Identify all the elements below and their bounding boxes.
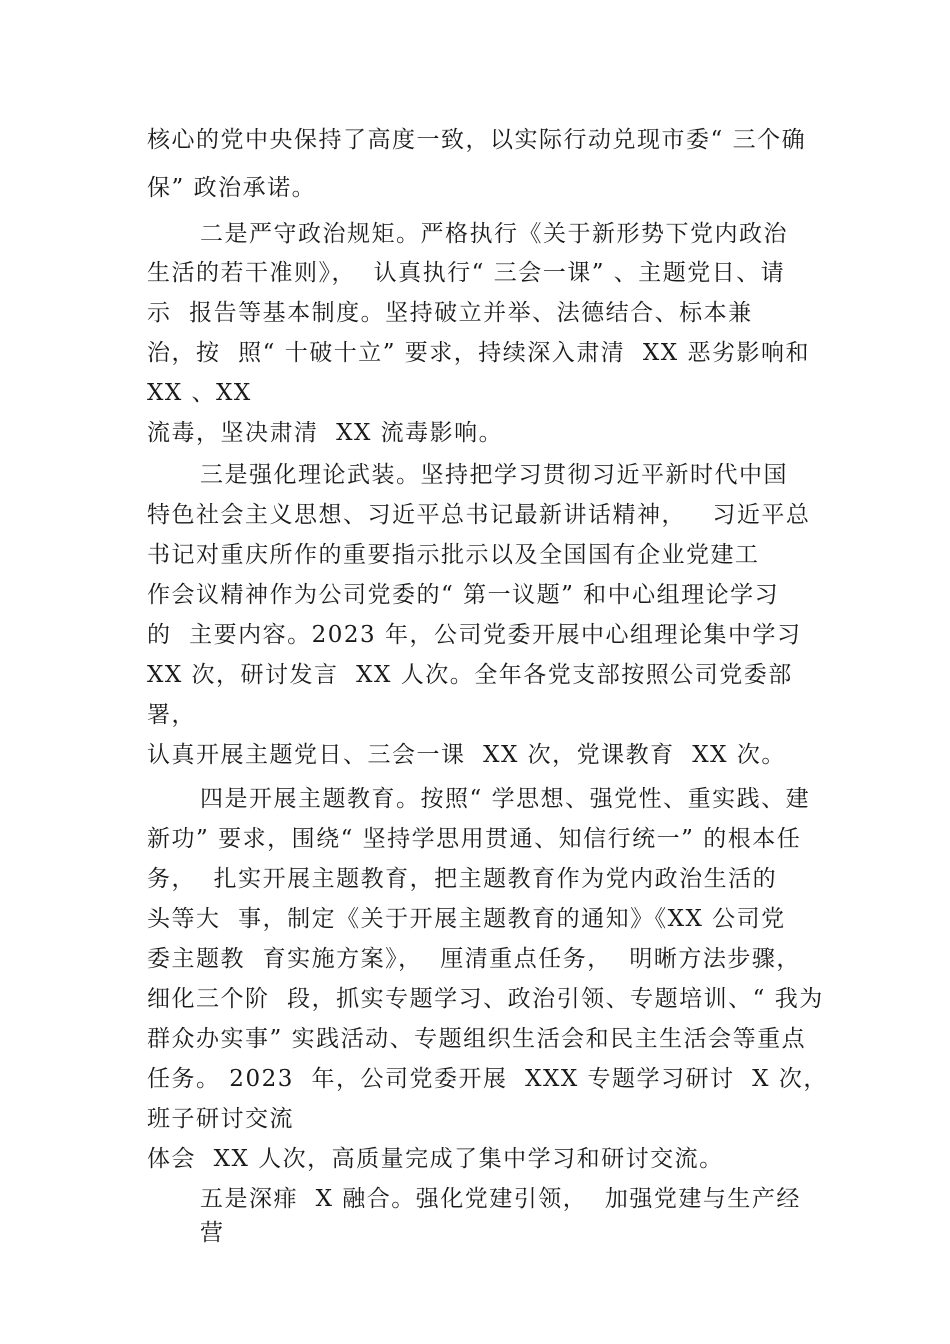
paragraph-start-line: 三是强化理论武装。坚持把学习贯彻习近平新时代中国 [200, 462, 788, 488]
text-line: 务， 扎实开展主题教育，把主题教育作为党内政治生活的 [147, 866, 778, 892]
paragraph-start-line: 二是严守政治规矩。严格执行《关于新形势下党内政治 [200, 221, 788, 247]
text-line: 示 报告等基本制度。坚持破立并举、法德结合、标本兼 [147, 300, 753, 326]
text-line: 细化三个阶 段，抓实专题学习、政治引领、专题培训、“ 我为 [147, 986, 824, 1012]
text-line: 的 主要内容。2023 年，公司党委开展中心组理论集中学习 [147, 622, 802, 648]
text-line: 生活的若干准则》， 认真执行“ 三会一课” 、主题党日、请 [147, 260, 786, 286]
text-line: 核心的党中央保持了高度一致，以实际行动兑现市委“ 三个确 [147, 127, 807, 153]
text-line: XX 、XX [147, 380, 252, 406]
paragraph-start-line: 五是深痱 X 融合。强化党建引领， 加强党建与生产经 [200, 1186, 801, 1212]
text-line: 保” 政治承诺。 [147, 175, 317, 201]
text-line: 任务。 2023 年，公司党委开展 XXX 专题学习研讨 X 次， [147, 1066, 828, 1092]
text-line: 委主题教 育实施方案》， 厘清重点任务， 明晰方法步骤， [147, 946, 801, 972]
text-line: 作会议精神作为公司党委的“ 第一议题” 和中心组理论学习 [147, 582, 780, 608]
text-line: 班子研讨交流 [147, 1106, 294, 1132]
text-line: 治，按 照“ 十破十立” 要求，持续深入肃清 XX 恶劣影响和 [147, 340, 810, 366]
text-line: XX 次，研讨发言 XX 人次。全年各党支部按照公司党委部 [147, 662, 793, 688]
text-line: 流毒，坚决肃清 XX 流毒影响。 [147, 420, 504, 446]
text-line: 署， [147, 702, 196, 728]
text-line: 书记对重庆所作的重要指示批示以及全国国有企业党建工 [147, 542, 760, 568]
text-line: 特色社会主义思想、习近平总书记最新讲话精神， 习近平总 [147, 502, 811, 528]
text-line: 营 [200, 1220, 225, 1246]
text-line: 群众办实事” 实践活动、专题组织生活会和民主生活会等重点 [147, 1026, 807, 1052]
text-line: 新功” 要求，围绕“ 坚持学思用贯通、知信行统一” 的根本任 [147, 826, 802, 852]
text-line: 认真开展主题党日、三会一课 XX 次，党课教育 XX 次。 [147, 742, 786, 768]
text-line: 头等大 事，制定《关于开展主题教育的通知》《XX 公司党 [147, 906, 786, 932]
text-line: 体会 XX 人次，高质量完成了集中学习和研讨交流。 [147, 1146, 724, 1172]
paragraph-start-line: 四是开展主题教育。按照“ 学思想、强党性、重实践、建 [200, 786, 811, 812]
